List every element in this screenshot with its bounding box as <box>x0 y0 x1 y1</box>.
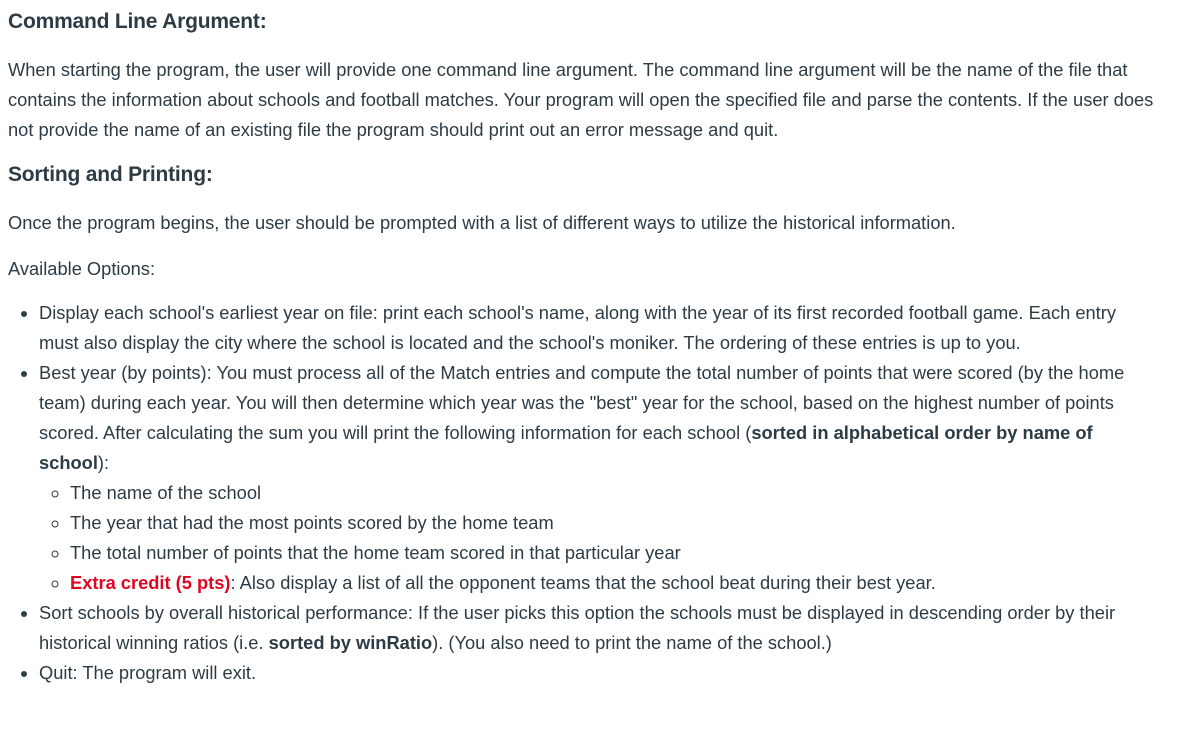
heading-sorting-and-printing: Sorting and Printing: <box>8 163 213 186</box>
list-item-option-earliest-year <box>39 298 1154 358</box>
extra-credit-text: : Also display a list of all the opponent teams that the school beat during their best year. <box>230 572 936 593</box>
list-item-option-quit <box>39 658 1154 688</box>
paragraph-command-line: When starting the program, the user will provide one command line argument. The command line argument will be the name of the file that contains the information about schools and football matches. Your program will open the specified file and parse the contents. If the user does not provide the name of an existing file the program should print out an error message and quit. <box>8 59 1154 140</box>
options-list <box>8 298 1154 688</box>
list-item-option-best-year <box>39 358 1154 598</box>
list-item-sub-year <box>70 508 1154 538</box>
list-item-sub-extra-credit <box>70 568 1154 598</box>
list-item-option-sort-schools <box>39 598 1154 658</box>
list-item-sub-name <box>70 478 1154 508</box>
option-sort-text-a: Sort schools by overall historical performance: If the user picks this option the schools must be displayed in descending order by their historical winning ratios (i.e. <box>39 602 1116 653</box>
paragraph-intro: Once the program begins, the user should be prompted with a list of different ways to utilize the historical information. <box>8 212 956 233</box>
option-best-year-text-a: Best year (by points): You must process all of the Match entries and compute the total number of points that were scored (by the home team) during each year. You will then determine which year was the "best" year for the school, based on the highest number of points scored. After calculating the sum you will print the following information for each school ( <box>39 362 1125 443</box>
option-best-year-text-b: ): <box>97 452 110 473</box>
option-sort-text-b: ). (You also need to print the name of the school.) <box>432 632 832 653</box>
sub-item-year-text: The year that had the most points scored by the home team <box>70 512 554 533</box>
list-item-sub-points <box>70 538 1154 568</box>
option-quit-text: Quit: The program will exit. <box>39 662 257 683</box>
available-options-label: Available Options: <box>8 258 156 279</box>
option-earliest-year-text: Display each school's earliest year on file: print each school's name, along with the year of its first recorded football game. Each entry must also display the city where the school is located and the school's moniker. The ordering of these entries is up to you. <box>39 302 1116 353</box>
sub-item-points-text: The total number of points that the home team scored in that particular year <box>70 542 681 563</box>
heading-command-line-argument: Command Line Argument: <box>8 10 267 33</box>
sub-item-name-text: The name of the school <box>70 482 262 503</box>
option-sort-bold: sorted by winRatio <box>268 632 433 653</box>
extra-credit-label: Extra credit (5 pts) <box>70 572 231 593</box>
option-best-year-bold: sorted in alphabetical order by name of school <box>39 422 1093 473</box>
best-year-sublist <box>39 478 1154 598</box>
